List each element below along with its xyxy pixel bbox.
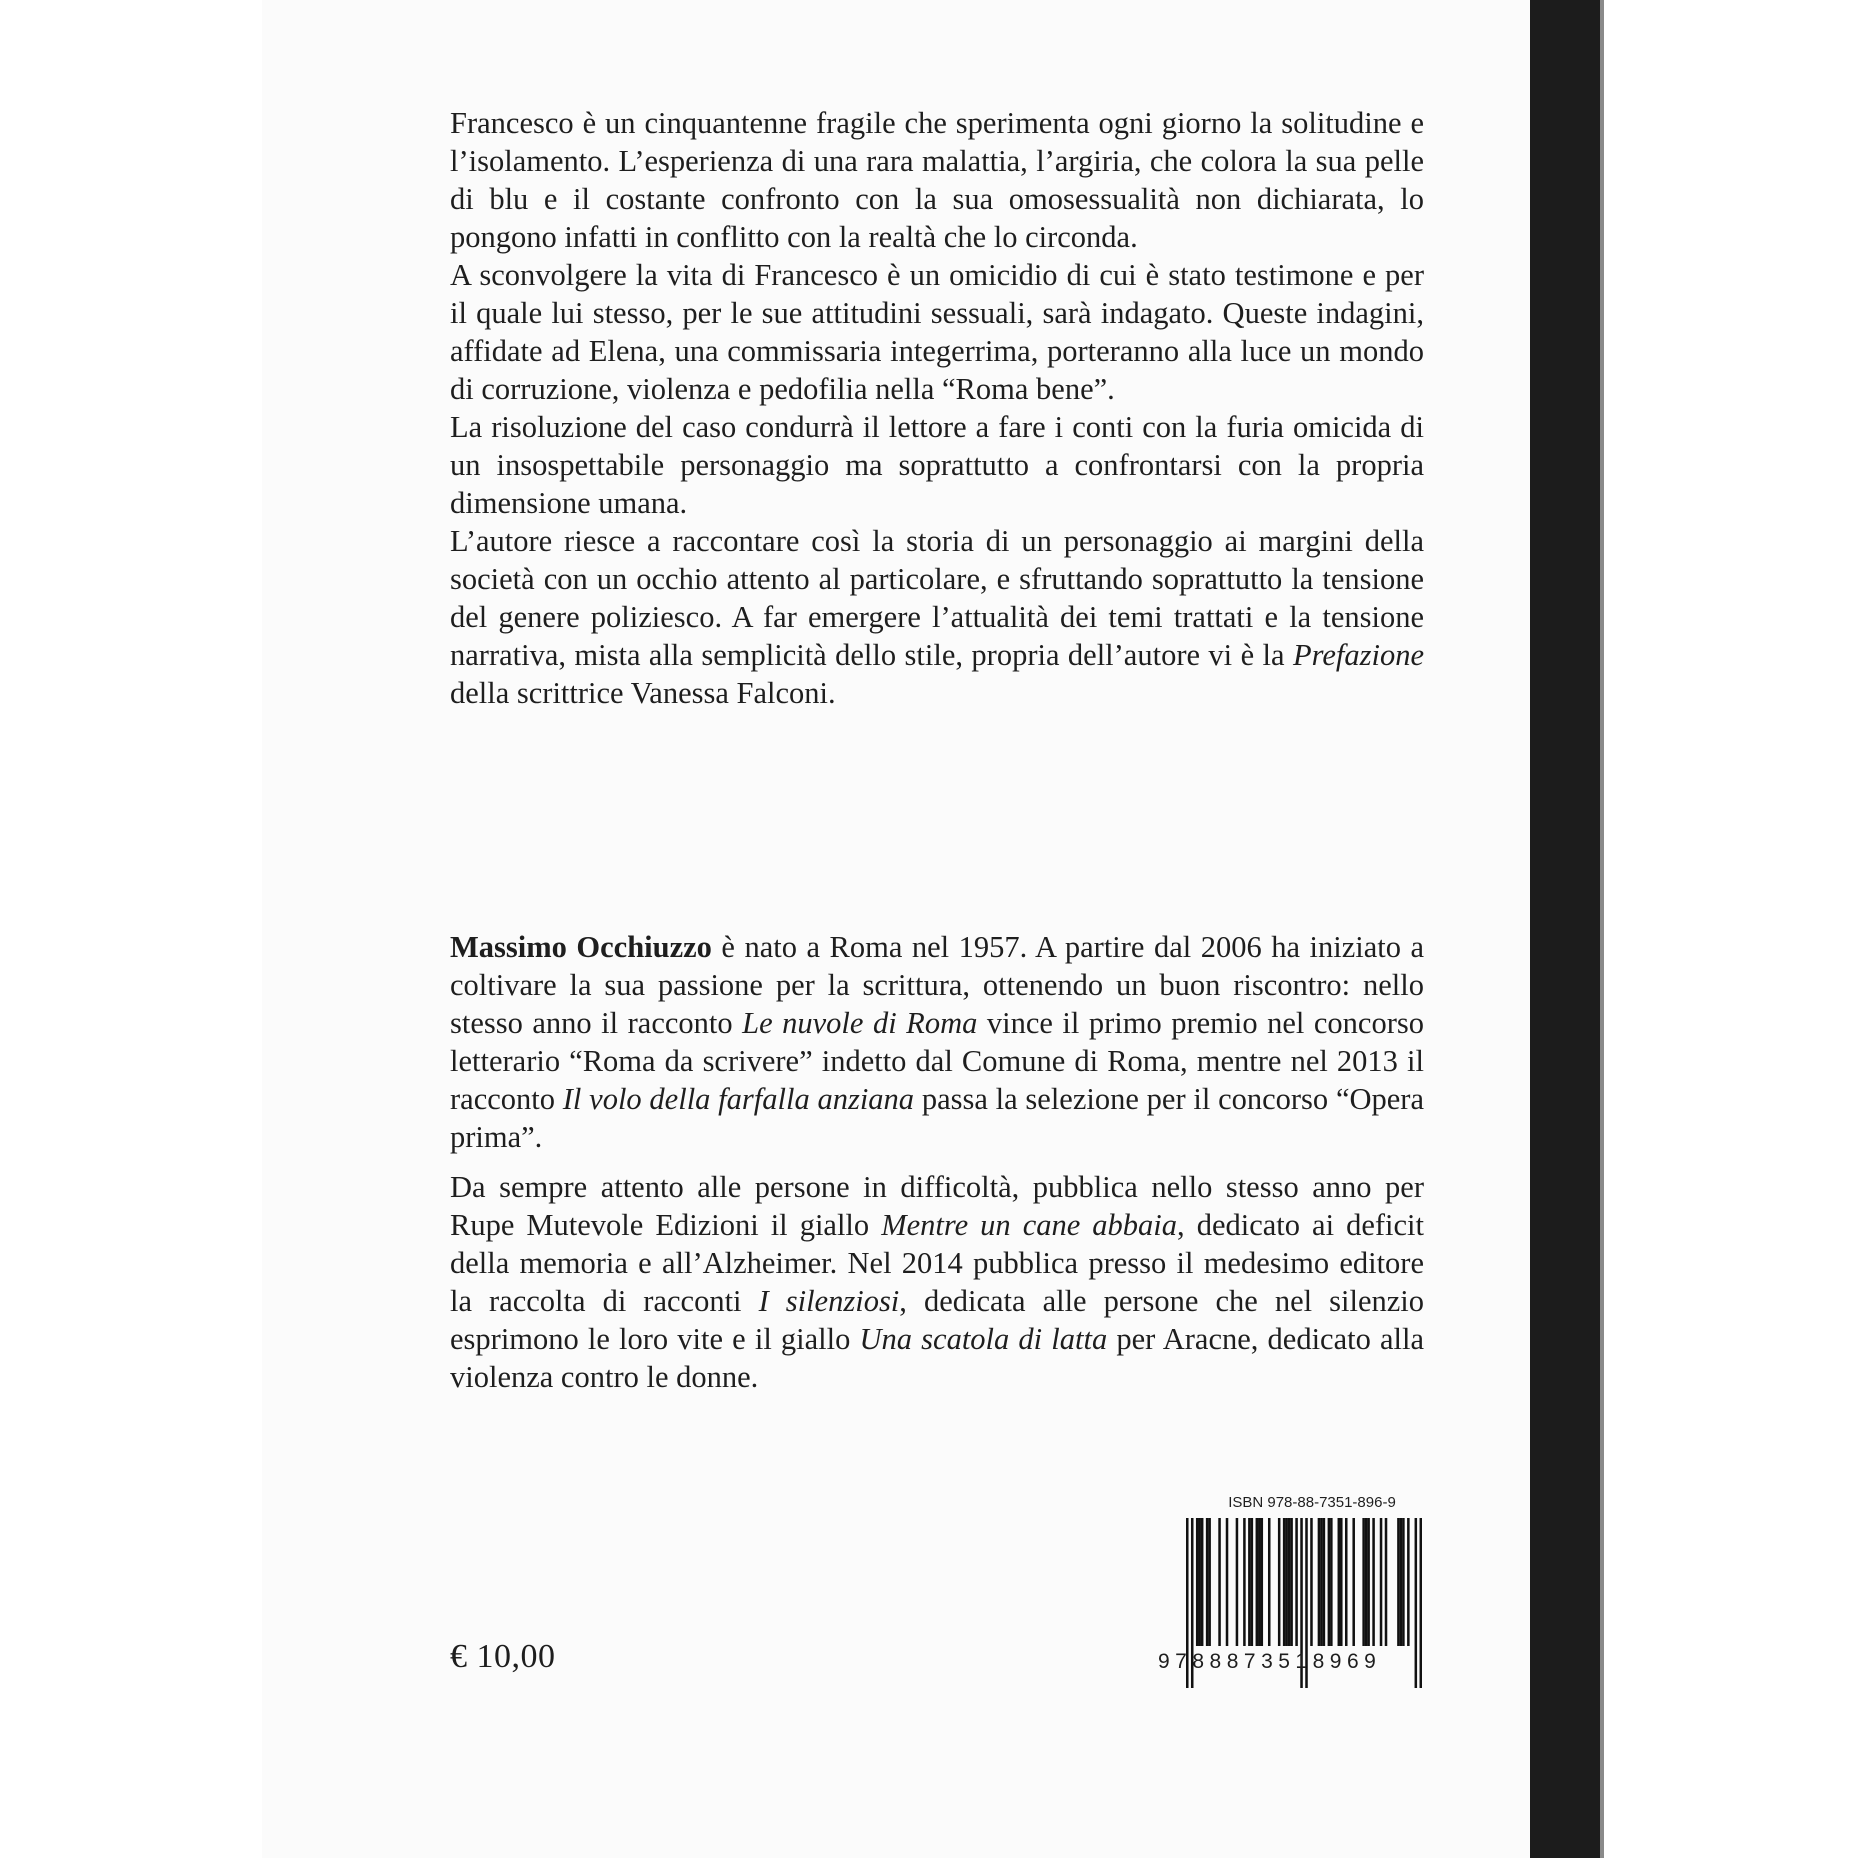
- barcode-bar: [1397, 1518, 1400, 1646]
- blurb-paragraph-3: La risoluzione del caso condurrà il lettore a fare i conti con la furia omicida di un insospettabile personaggio ma soprattutto a confrontarsi con la propria dimensione umana.: [450, 410, 1424, 520]
- barcode-bar: [1208, 1518, 1211, 1646]
- barcode-bar: [1400, 1518, 1403, 1646]
- author-bio: [450, 928, 1424, 1396]
- bio-text: , dedicato ai deficit della memoria e all’Alzheimer. Nel 2014 pubblica presso il medesimo editore la raccolta di racconti: [450, 1208, 1424, 1318]
- bio-text: Da sempre attento alle persone in difficoltà, pubblica nello stesso anno per Rupe Mutevole Edizioni il giallo: [450, 1170, 1424, 1242]
- barcode-bar: [1268, 1518, 1271, 1646]
- barcode-bar: [1201, 1518, 1204, 1646]
- bio-text: per Aracne, dedicato alla violenza contro le donne.: [450, 1322, 1424, 1394]
- bio-paragraph-2: [450, 1168, 1424, 1396]
- spine-edge: [1600, 0, 1604, 1858]
- barcode-bar: [1236, 1518, 1239, 1646]
- blurb-paragraph-2: A sconvolgere la vita di Francesco è un omicidio di cui è stato testimone e per il quale lui stesso, per le sue attitudini sessuali, sarà indagato. Queste indagini, affidate ad Elena, una commissaria integerrima, porteranno alla luce un mondo di corruzione, violenza e pedofilia nella “Roma bene”.: [450, 258, 1424, 406]
- bio-paragraph-1: [450, 928, 1424, 1156]
- barcode-bar: [1243, 1518, 1246, 1646]
- barcode-bar: [1402, 1518, 1405, 1646]
- barcode-bar: [1320, 1518, 1323, 1646]
- barcode-bar: [1362, 1518, 1365, 1646]
- barcode-bar: [1310, 1518, 1313, 1646]
- barcode-bar: [1365, 1518, 1368, 1646]
- blurb-paragraph-1: Francesco è un cinquantenne fragile che sperimenta ogni giorno la solitudine e l’isolamento. L’esperienza di una rara malattia, l’argiria, che colora la sua pelle di blu e il costante confronto con la sua omosessualità non dichiarata, lo pongono infatti in conflitto con la realtà che lo circonda.: [450, 106, 1424, 254]
- barcode-bar: [1251, 1518, 1254, 1646]
- isbn-label: ISBN 978-88-7351-896-9: [1228, 1494, 1396, 1511]
- barcode-bar: [1196, 1518, 1199, 1646]
- barcode-bar: [1407, 1518, 1410, 1646]
- blurb-italic-title: Prefazione: [1292, 638, 1424, 672]
- book-spine: [1530, 0, 1600, 1858]
- barcode-bar: [1248, 1518, 1251, 1646]
- barcode-bar: [1206, 1518, 1209, 1646]
- barcode-bar: [1345, 1518, 1348, 1646]
- barcode-bar: [1318, 1518, 1321, 1646]
- barcode-bar: [1380, 1518, 1383, 1646]
- barcode-bar: [1278, 1518, 1281, 1646]
- work-title: Una scatola di latta: [859, 1322, 1108, 1356]
- barcode-bar: [1372, 1518, 1375, 1646]
- work-title: I silenziosi: [758, 1284, 900, 1318]
- barcode-bar: [1285, 1518, 1288, 1646]
- bio-text: , dedicata alle persone che nel silenzio esprimono le loro vite e il giallo: [450, 1284, 1424, 1356]
- barcode-bar: [1218, 1518, 1221, 1646]
- barcode-bar: [1328, 1518, 1331, 1646]
- blurb-text: L’autore riesce a raccontare così la storia di un personaggio ai margini della società con un occhio attento al particolare, e sfruttando soprattutto la tensione del genere poliziesco. A far emergere l’attualità dei temi trattati e la tensione narrativa, mista alla semplicità dello stile, propria dell’autore vi è la: [450, 524, 1424, 672]
- work-title: Mentre un cane abbaia: [881, 1208, 1178, 1242]
- bio-text: è nato a Roma nel 1957. A partire dal 2006 ha iniziato a coltivare la sua passione per la scrittura, ottenendo un buon riscontro: nello stesso anno il racconto: [450, 930, 1424, 1040]
- barcode-digits: 9788873518969: [1158, 1650, 1382, 1673]
- barcode-bar: [1323, 1518, 1326, 1646]
- work-title: Le nuvole di Roma: [742, 1006, 978, 1040]
- barcode-bar: [1198, 1518, 1201, 1646]
- barcode-bar: [1385, 1518, 1388, 1646]
- barcode-bar: [1261, 1518, 1264, 1646]
- barcode-bar: [1338, 1518, 1341, 1646]
- price: € 10,00: [450, 1638, 556, 1675]
- barcode-bar: [1226, 1518, 1229, 1646]
- blurb-text: della scrittrice Vanessa Falconi.: [450, 676, 836, 710]
- barcode-bar: [1290, 1518, 1293, 1646]
- barcode-bar: [1367, 1518, 1370, 1646]
- bio-text: vince il primo premio nel concorso letterario “Roma da scrivere” indetto dal Comune di Roma, mentre nel 2013 il racconto: [450, 1006, 1424, 1116]
- barcode-bar: [1340, 1518, 1343, 1646]
- barcode-bar: [1283, 1518, 1286, 1646]
- blurb: [450, 104, 1424, 712]
- bio-text: passa la selezione per il concorso “Opera prima”.: [450, 1082, 1424, 1154]
- barcode-bar: [1256, 1518, 1259, 1646]
- barcode-bar: [1352, 1518, 1355, 1646]
- blurb-paragraph-4: [450, 522, 1424, 712]
- barcode-bar: [1295, 1518, 1298, 1646]
- barcode-bar: [1288, 1518, 1291, 1646]
- barcode-bar: [1330, 1518, 1333, 1646]
- author-name: Massimo Occhiuzzo: [450, 930, 712, 964]
- work-title: Il volo della farfalla anziana: [562, 1082, 915, 1116]
- barcode-bar: [1258, 1518, 1261, 1646]
